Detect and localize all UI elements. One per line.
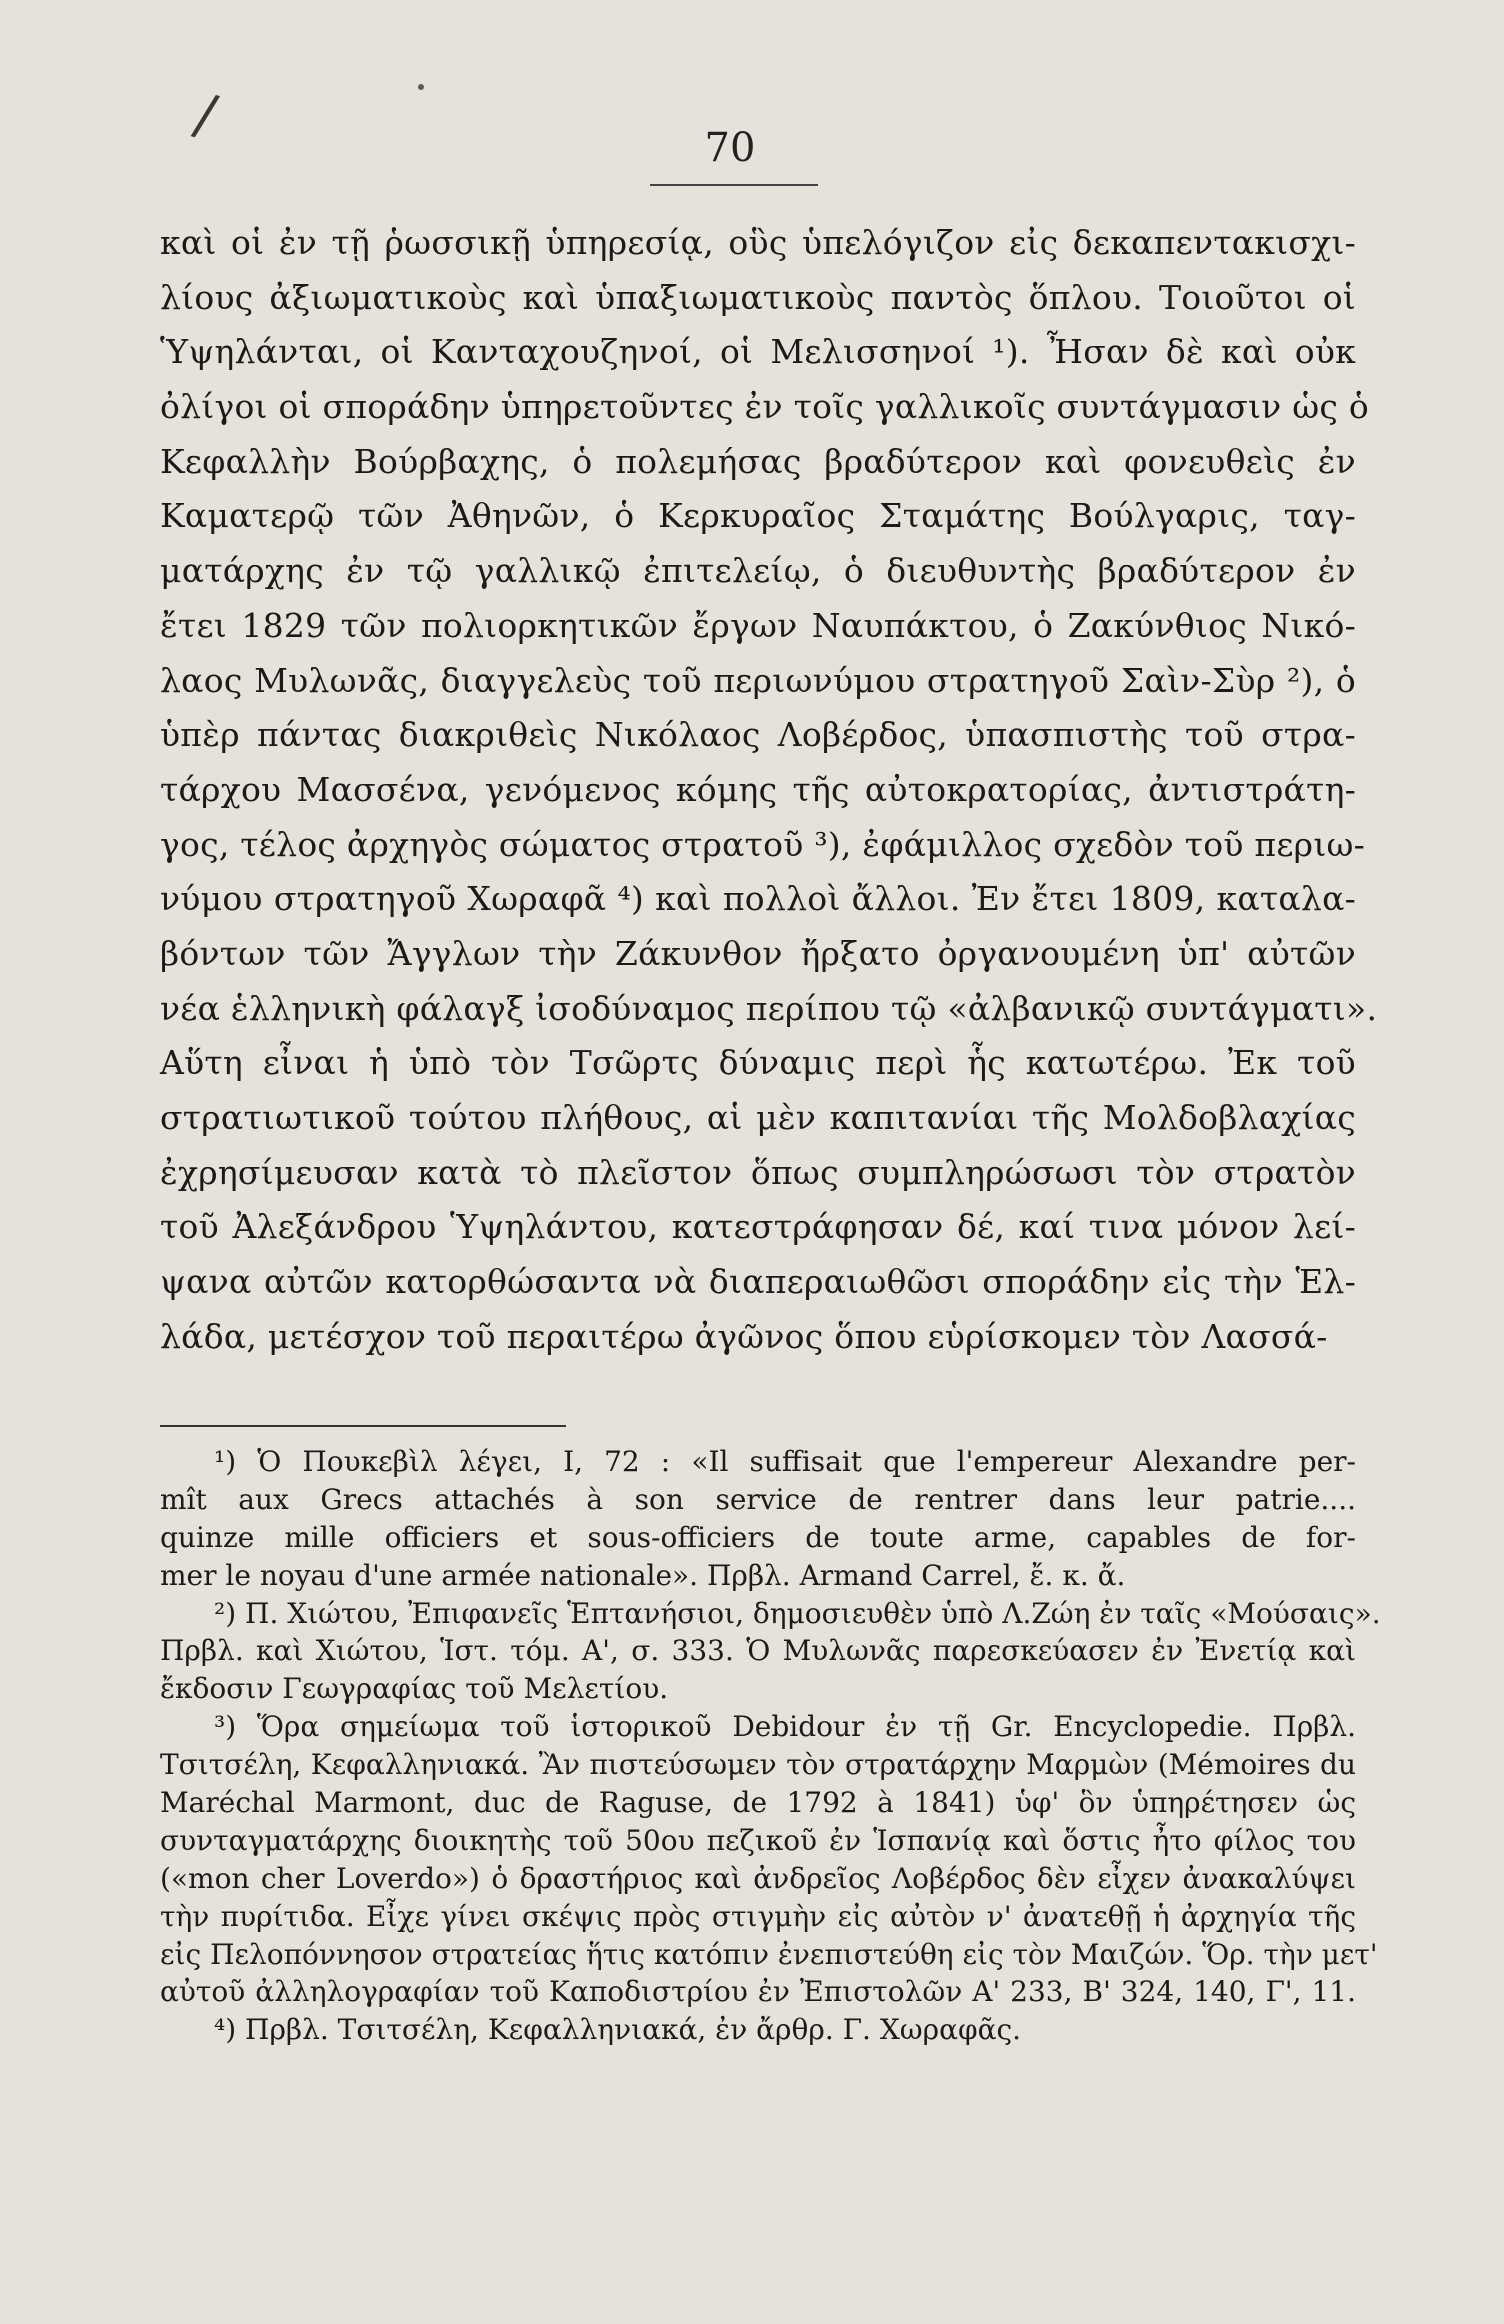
text-line: ψανα αὐτῶν κατορθώσαντα νὰ διαπεραιωθῶσι σποράδην εἰς τὴν Ἑλ- [160, 1262, 1356, 1302]
ink-dot [418, 84, 424, 90]
footnote-line: τὴν πυρίτιδα. Εἶχε γίνει σκέψις πρὸς στιγμὴν εἰς αὐτὸν ν' ἀνατεθῇ ἡ ἀρχηγία τῆς [160, 1899, 1356, 1933]
text-line: λαος Μυλωνᾶς, διαγγελεὺς τοῦ περιωνύμου στρατηγοῦ Σαὶν-Σὺρ ²), ὁ [160, 660, 1356, 700]
footnote-line: ¹) Ὁ Πουκεβὶλ λέγει, I, 72 : «Il suffisait que l'empereur Alexandre per- [214, 1445, 1356, 1478]
text-line: Αὕτη εἶναι ἡ ὑπὸ τὸν Τσῶρτς δύναμις περὶ ἧς κατωτέρω. Ἐκ τοῦ [160, 1043, 1356, 1083]
text-line: τάρχου Μασσένα, γενόμενος κόμης τῆς αὐτοκρατορίας, ἀντιστράτη- [160, 769, 1356, 809]
page-number-rule [650, 184, 818, 186]
footnote-line: mer le noyau d'une armée nationale». Πρβλ. Armand Carrel, ἔ. κ. ἄ. [160, 1558, 1126, 1592]
text-line: νύμου στρατηγοῦ Χωραφᾶ ⁴) καὶ πολλοὶ ἄλλοι. Ἐν ἔτει 1809, καταλα- [160, 879, 1356, 919]
main-text [160, 216, 1378, 1364]
footnote-line: εἰς Πελοπόννησον στρατείας ἥτις κατόπιν ἐνεπιστεύθη εἰς τὸν Μαιζών. Ὅρ. τὴν μετ' [160, 1937, 1378, 1971]
footnote-line: («mon cher Loverdo») ὁ δραστήριος καὶ ἀνδρεῖος Λοβέρδος δὲν εἶχεν ἀνακαλύψει [160, 1861, 1356, 1895]
footnote-line: ²) Π. Χιώτου, Ἐπιφανεῖς Ἑπτανήσιοι, δημοσιευθὲν ὑπὸ Λ.Ζώη ἐν ταῖς «Μούσαις». [214, 1596, 1381, 1630]
footnote-line: ἔκδοσιν Γεωγραφίας τοῦ Μελετίου. [160, 1672, 669, 1706]
footnote-line: Πρβλ. καὶ Χιώτου, Ἱστ. τόμ. Α', σ. 333. Ὁ Μυλωνᾶς παρεσκεύασεν ἐν Ἐνετίᾳ καὶ [160, 1634, 1356, 1668]
footnote-line: Τσιτσέλη, Κεφαλληνιακά. Ἂν πιστεύσωμεν τὸν στρατάρχην Μαρμὼν (Mémoires du [160, 1748, 1356, 1782]
footnote-line: mît aux Grecs attachés à son service de rentrer dans leur patrie.... [160, 1482, 1356, 1516]
text-line: ματάρχης ἐν τῷ γαλλικῷ ἐπιτελείῳ, ὁ διευθυντὴς βραδύτερον ἐν [160, 551, 1356, 591]
text-line: Ὑψηλάνται, οἱ Κανταχουζηνοί, οἱ Μελισσηνοί ¹). Ἦσαν δὲ καὶ οὐκ [160, 332, 1356, 372]
text-line: λάδα, μετέσχον τοῦ περαιτέρω ἀγῶνος ὅπου εὑρίσκομεν τὸν Λασσά- [160, 1316, 1328, 1356]
footnotes [160, 1443, 1381, 2049]
text-line: λίους ἀξιωματικοὺς καὶ ὑπαξιωματικοὺς παντὸς ὅπλου. Τοιοῦτοι οἱ [160, 277, 1356, 317]
footnote-separator [160, 1425, 566, 1427]
footnote-line: ³) Ὅρα σημείωμα τοῦ ἱστορικοῦ Debidour ἐν τῇ Gr. Encyclopedie. Πρβλ. [214, 1710, 1356, 1744]
text-line: ἐχρησίμευσαν κατὰ τὸ πλεῖστον ὅπως συμπληρώσωσι τὸν στρατὸν [160, 1152, 1356, 1192]
text-line: τοῦ Ἀλεξάνδρου Ὑψηλάντου, κατεστράφησαν δέ, καί τινα μόνον λεί- [160, 1207, 1356, 1247]
text-line: βόντων τῶν Ἄγγλων τὴν Ζάκυνθον ἤρξατο ὀργανουμένη ὑπ' αὐτῶν [160, 933, 1356, 973]
footnote-line: συνταγματάρχης διοικητὴς τοῦ 50ου πεζικοῦ ἐν Ἱσπανίᾳ καὶ ὅστις ἦτο φίλος του [160, 1823, 1356, 1857]
footnote-line: quinze mille officiers et sous-officiers de toute arme, capables de for- [160, 1520, 1356, 1554]
footnote-line: ⁴) Πρβλ. Τσιτσέλη, Κεφαλληνιακά, ἐν ἄρθρ. Γ. Χωραφᾶς. [214, 2013, 1022, 2047]
text-line: γος, τέλος ἀρχηγὸς σώματος στρατοῦ ³), ἐφάμιλλος σχεδὸν τοῦ περιω- [160, 824, 1366, 864]
text-line: Καματερῷ τῶν Ἀθηνῶν, ὁ Κερκυραῖος Σταμάτης Βούλγαρις, ταγ- [160, 496, 1356, 536]
footnote-line: αὐτοῦ ἀλληλογραφίαν τοῦ Καποδιστρίου ἐν Ἐπιστολῶν Α' 233, Β' 324, 140, Γ', 11. [160, 1975, 1356, 2009]
text-line: Κεφαλλὴν Βούρβαχης, ὁ πολεμήσας βραδύτερον καὶ φονευθεὶς ἐν [160, 441, 1356, 481]
text-line: ὑπὲρ πάντας διακριθεὶς Νικόλαος Λοβέρδος, ὑπασπιστὴς τοῦ στρα- [160, 715, 1356, 755]
page-number: 70 [704, 125, 756, 171]
footnote-line: Maréchal Marmont, duc de Raguse, de 1792 à 1841) ὑφ' ὃν ὑπηρέτησεν ὡς [160, 1786, 1356, 1820]
handwritten-mark: / [188, 81, 223, 150]
text-line: στρατιωτικοῦ τούτου πλήθους, αἱ μὲν καπιτανίαι τῆς Μολδοβλαχίας [160, 1098, 1356, 1137]
text-line: νέα ἑλληνικὴ φάλαγξ ἰσοδύναμος περίπου τῷ «ἀλβανικῷ συντάγματι». [160, 988, 1378, 1028]
text-line: καὶ οἱ ἐν τῇ ῥωσσικῇ ὑπηρεσίᾳ, οὓς ὑπελόγιζον εἰς δεκαπεντακισχι- [160, 223, 1356, 262]
text-line: ἔτει 1829 τῶν πολιορκητικῶν ἔργων Ναυπάκτου, ὁ Ζακύνθιος Νικό- [160, 605, 1356, 645]
text-line: ὀλίγοι οἱ σποράδην ὑπηρετοῦντες ἐν τοῖς γαλλικοῖς συντάγμασιν ὡς ὁ [160, 387, 1369, 427]
